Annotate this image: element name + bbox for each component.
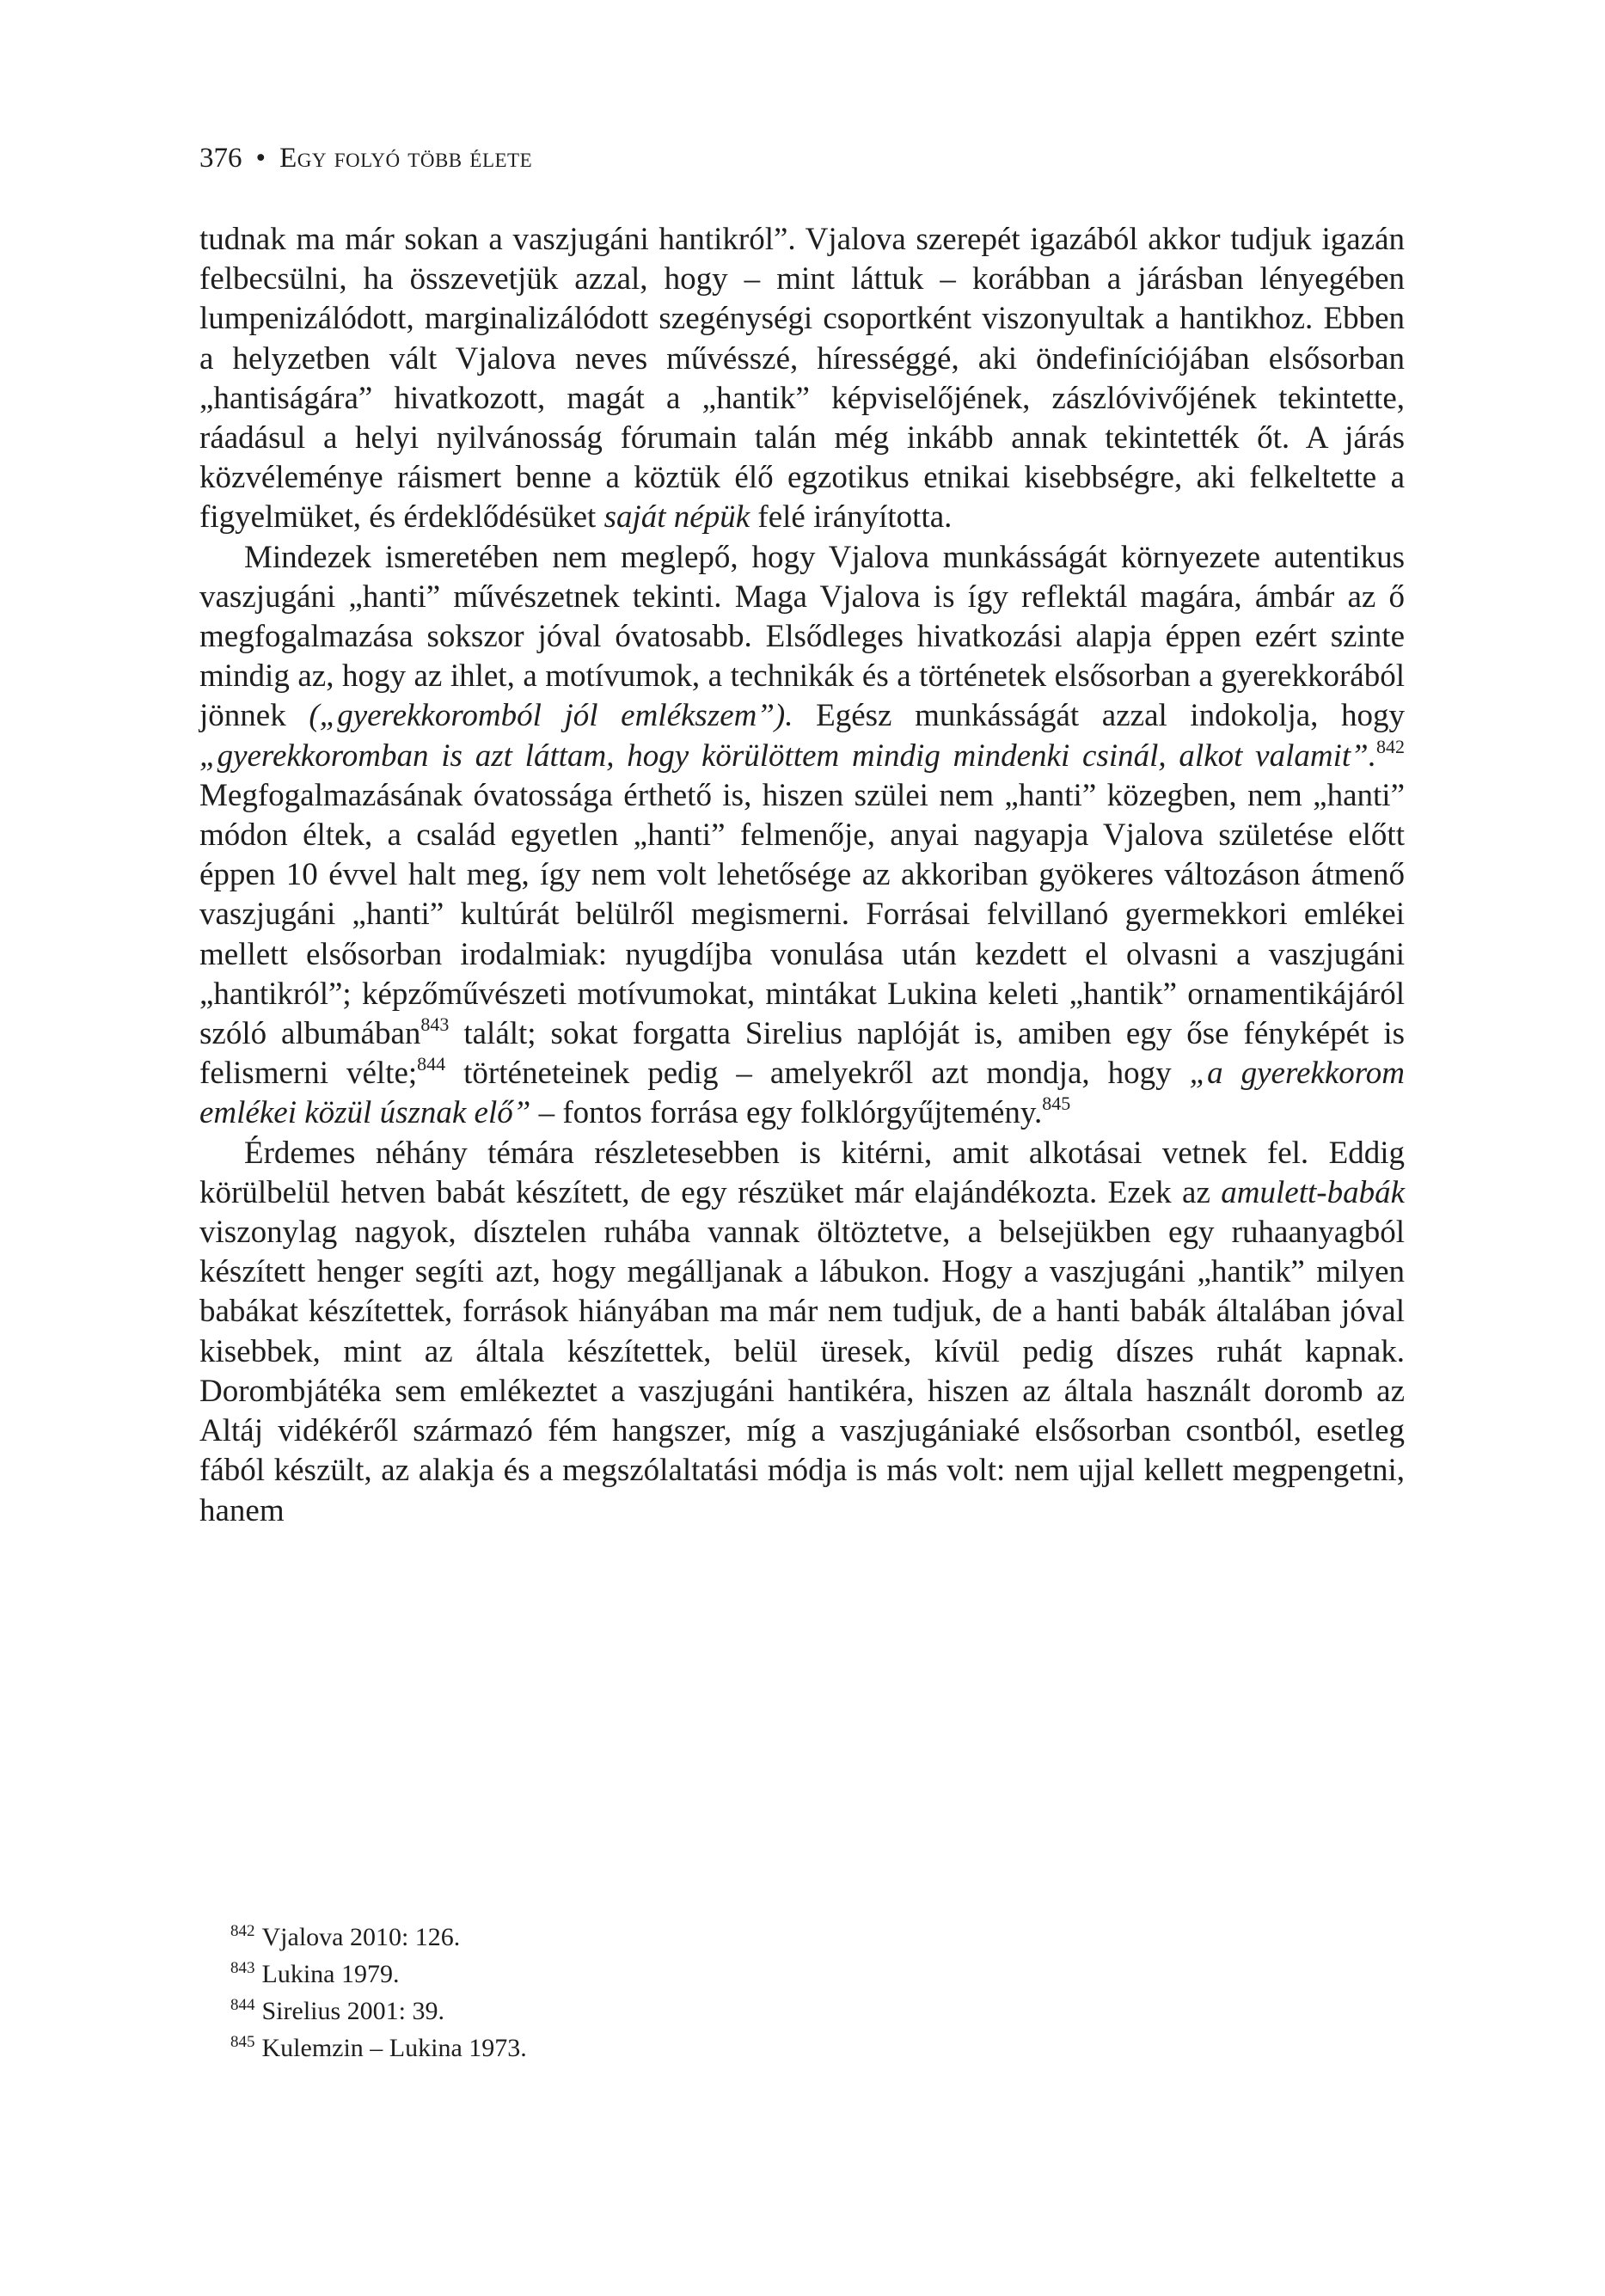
footnote-number: 843: [230, 1959, 255, 1977]
footnote: [230, 1956, 527, 1993]
footnote-reference[interactable]: 842: [1376, 735, 1405, 757]
running-head-separator: •: [255, 143, 266, 174]
paragraph: [199, 538, 1405, 1134]
text-run: Érdemes néhány témára részletesebben is kitérni, amit alkotásai vetnek fel. Eddig körülbelül hetven babát készített, de egy részüket már elajándékozta. Ezek az: [199, 1135, 1405, 1210]
italic-text: „gyerekkoromban is azt láttam, hogy körülöttem mindig mindenki csinál, alkot valamit”.: [199, 738, 1376, 774]
footnote-text: Sirelius 2001: 39.: [261, 1997, 445, 2025]
footnote-number: 844: [230, 1996, 255, 2014]
footnote-text: Lukina 1979.: [261, 1960, 400, 1988]
book-title: Egy folyó több élete: [279, 143, 533, 174]
paragraph: [199, 220, 1405, 538]
italic-text: saját népük: [603, 499, 750, 536]
text-run: felé irányította.: [750, 499, 953, 536]
footnote: [230, 2030, 527, 2066]
text-run: viszonylag nagyok, dísztelen ruhába vannak öltöztetve, a belsejükben egy ruhaanyagból készített henger segíti azt, hogy megálljanak a lábukon. Hogy a vaszjugáni „hantik” milyen babákat készítettek, források hiányában ma már nem tudjuk, de a hanti babák általában jóval kisebbek, mint az általa készítettek, belül üresek, kívül pedig díszes ruhát kapnak. Dorombjátéka sem emlékeztet a vaszjugáni hantikéra, hiszen az általa használt doromb az Altáj vidékéről származó fém hangszer, míg a vaszjugániaké elsősorban csontból, esetleg fából készült, az alakja és a megszólaltatási módja is más volt: nem ujjal kellett megpengetni, hanem: [199, 1215, 1405, 1528]
italic-text: amulett-babák: [1221, 1174, 1405, 1210]
text-run: talált; sokat forgatta Sirelius naplóját is, amiben egy őse fényképét is felismerni vélte;: [199, 1016, 1405, 1092]
text-run: Mindezek ismeretében nem meglepő, hogy Vjalova munkásságát környezete autentikus vaszjugáni „hanti” művészetnek tekinti. Maga Vjalova is így reflektál magára, ámbár az ő megfogalmazása sokszor jóval óvatosabb. Elsődleges hivatkozási alapja éppen ezért szinte mindig az, hogy az ihlet, a motívumok, a technikák és a történetek elsősorban a gyerekkorából jönnek: [199, 539, 1405, 734]
footnotes: [230, 1919, 527, 2066]
body-text: [199, 220, 1405, 1531]
footnote-number: 842: [230, 1922, 255, 1940]
footnote-reference[interactable]: 845: [1042, 1093, 1071, 1115]
italic-text: („gyerekkoromból jól emlékszem”).: [309, 698, 793, 734]
text-run: – fontos forrása egy folklórgyűjtemény.: [530, 1095, 1043, 1131]
paragraph: [199, 1134, 1405, 1531]
italic-text: „a gyerekkorom emlékei közül úsznak elő”: [199, 1056, 1405, 1131]
text-run: Egész munkásságát azzal indokolja, hogy: [793, 698, 1406, 734]
footnote-text: Vjalova 2010: 126.: [261, 1923, 461, 1951]
footnote-text: Kulemzin – Lukina 1973.: [261, 2034, 527, 2062]
footnote-reference[interactable]: 843: [420, 1013, 450, 1036]
text-run: tudnak ma már sokan a vaszjugáni hantikról”. Vjalova szerepét igazából akkor tudjuk igazán felbecsülni, ha összevetjük azzal, hogy – mint láttuk – korábban a járásban lényegében lumpenizálódott, marginalizálódott szegénységi csoportként viszonyultak a hantikhoz. Ebben a helyzetben vált Vjalova neves művésszé, hírességgé, aki öndefiníciójában elsősorban „hantiságára” hivatkozott, magát a „hantik” képviselőjének, zászlóvivőjének tekintette, ráadásul a helyi nyilvánosság fórumain talán még inkább annak tekintették őt. A járás közvéleménye ráismert benne a köztük élő egzotikus etnikai kisebbségre, aki felkeltette a figyelmüket, és érdeklődésüket: [199, 222, 1405, 536]
running-head: [199, 139, 532, 177]
footnote: [230, 1993, 527, 2030]
text-run: Megfogalmazásának óvatossága érthető is, hiszen szülei nem „hanti” közegben, nem „hanti” módon éltek, a család egyetlen „hanti” felmenője, anyai nagyapja Vjalova születése előtt éppen 10 évvel halt meg, így nem volt lehetősége az akkoriban gyökeres változáson átmenő vaszjugáni „hanti” kultúrát belülről megismerni. Forrásai felvillanó gyermekkori emlékei mellett elsősorban irodalmiak: nyugdíjba vonulása után kezdett el olvasni a vaszjugáni „hantikról”; képzőművészeti motívumokat, mintákat Lukina keleti „hantik” ornamentikájáról szóló albumában: [199, 777, 1405, 1052]
footnote: [230, 1919, 527, 1956]
page-number: 376: [199, 143, 242, 174]
footnote-reference[interactable]: 844: [417, 1053, 446, 1075]
footnote-number: 845: [230, 2033, 255, 2051]
text-run: történeteinek pedig – amelyekről azt mondja, hogy: [445, 1056, 1190, 1092]
